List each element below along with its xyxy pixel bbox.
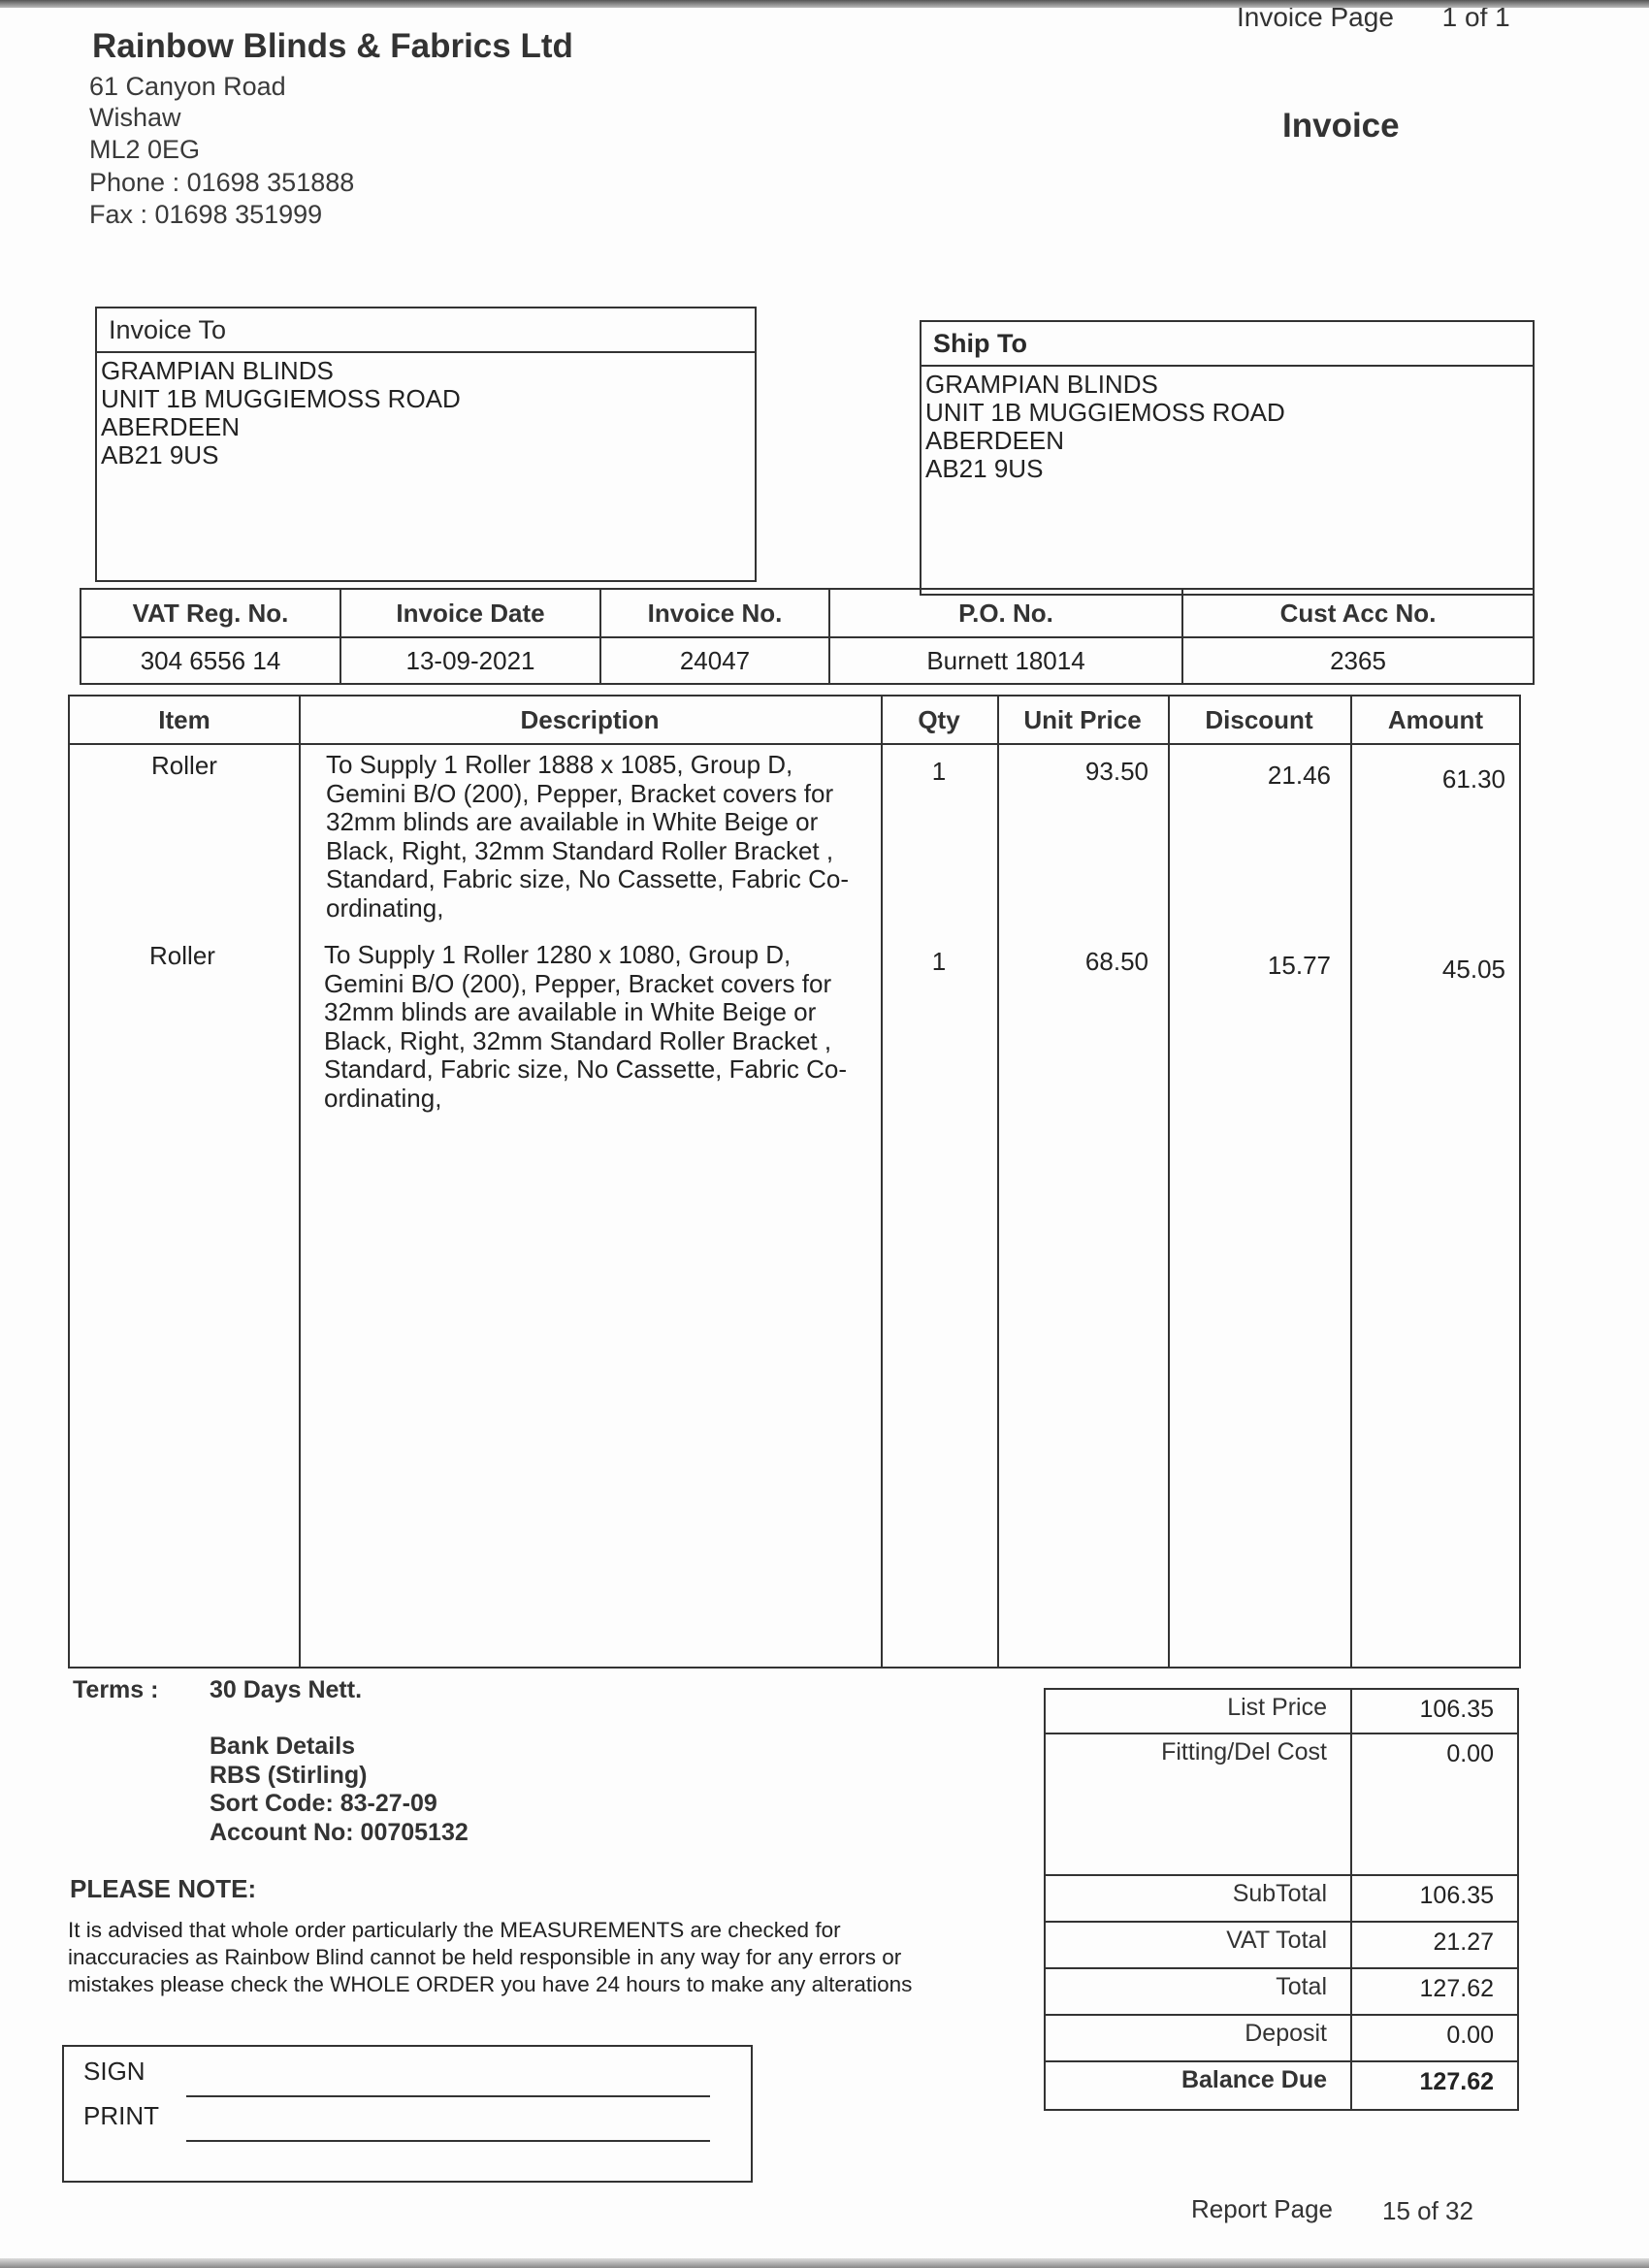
ship-to-line: ABERDEEN [925, 426, 1065, 455]
print-line[interactable] [186, 2140, 710, 2142]
cust-acc-header: Cust Acc No. [1182, 589, 1534, 637]
sort-code: Sort Code: 83-27-09 [210, 1790, 437, 1817]
list-price-value: 106.35 [1419, 1696, 1494, 1723]
totals-row-fitting [1046, 1734, 1517, 1876]
deposit-value: 0.00 [1446, 2022, 1494, 2049]
description-column-header: Description [520, 705, 660, 734]
company-address-line: Wishaw [89, 103, 181, 132]
invoice-number-header: Invoice No. [600, 589, 829, 637]
ship-to-label: Ship To [922, 322, 1533, 367]
company-name: Rainbow Blinds & Fabrics Ltd [92, 27, 573, 65]
company-fax: Fax : 01698 351999 [89, 200, 323, 229]
ship-to-box [920, 320, 1535, 596]
ship-to-line: AB21 9US [925, 454, 1044, 483]
subtotal-label: SubTotal [1232, 1880, 1327, 1907]
scan-edge-bottom [0, 2258, 1649, 2268]
invoice-to-line: UNIT 1B MUGGIEMOSS ROAD [101, 384, 461, 413]
company-phone: Phone : 01698 351888 [89, 168, 355, 197]
column-divider [881, 697, 883, 1667]
line-item-discount: 21.46 [1267, 761, 1331, 790]
description-line: 32mm blinds are available in White Beige or [324, 997, 817, 1026]
line-item-amount: 45.05 [1441, 955, 1505, 984]
ship-to-line: GRAMPIAN BLINDS [925, 370, 1158, 399]
ship-to-line: UNIT 1B MUGGIEMOSS ROAD [925, 398, 1285, 427]
note-line: mistakes please check the WHOLE ORDER you have 24 hours to make any alterations [68, 1972, 913, 1996]
invoice-number-value: 24047 [600, 637, 829, 684]
balance-due-label: Balance Due [1180, 2066, 1327, 2093]
fitting-cost-label: Fitting/Del Cost [1161, 1738, 1327, 1766]
totals-row-deposit [1046, 2016, 1517, 2062]
line-item-type: Roller [151, 751, 217, 780]
column-divider [299, 697, 301, 1667]
amount-column-header: Amount [1387, 705, 1484, 734]
report-page-label: Report Page [1191, 2194, 1333, 2223]
totals-row-list-price [1046, 1690, 1517, 1734]
bank-details-title: Bank Details [210, 1733, 356, 1760]
note-line: It is advised that whole order particularly the MEASUREMENTS are checked for [68, 1918, 841, 1942]
note-line: inaccuracies as Rainbow Blind cannot be held responsible in any way for any errors or [68, 1945, 902, 1969]
invoice-to-line: AB21 9US [101, 440, 219, 470]
unit-price-column-header: Unit Price [1023, 705, 1142, 734]
print-label: PRINT [83, 2101, 159, 2130]
invoice-to-box [95, 307, 757, 582]
invoice-date-header: Invoice Date [340, 589, 600, 637]
description-line: 32mm blinds are available in White Beige or [326, 807, 819, 836]
description-line: To Supply 1 Roller 1888 x 1085, Group D, [326, 750, 793, 779]
invoice-to-line: ABERDEEN [101, 412, 241, 441]
line-item-unit-price: 68.50 [1084, 947, 1148, 976]
totals-row-subtotal [1046, 1876, 1517, 1923]
total-label: Total [1276, 1973, 1327, 2000]
invoice-meta-table [80, 588, 1535, 685]
invoice-to-line: GRAMPIAN BLINDS [101, 356, 334, 385]
balance-due-value: 127.62 [1419, 2068, 1494, 2095]
total-value: 127.62 [1419, 1975, 1494, 2002]
po-number-value: Burnett 18014 [829, 637, 1182, 684]
signature-box [62, 2045, 753, 2183]
totals-row-total [1046, 1969, 1517, 2016]
terms-value: 30 Days Nett. [210, 1676, 363, 1703]
description-line: To Supply 1 Roller 1280 x 1080, Group D, [324, 940, 792, 969]
item-column-header: Item [158, 705, 210, 734]
report-page-value: 15 of 32 [1382, 2196, 1473, 2225]
description-line: Standard, Fabric size, No Cassette, Fabric Co- [324, 1054, 847, 1084]
invoice-date-value: 13-09-2021 [340, 637, 600, 684]
vat-total-label: VAT Total [1226, 1927, 1327, 1954]
description-line: Black, Right, 32mm Standard Roller Bracket , [326, 835, 834, 865]
column-divider [997, 697, 999, 1667]
po-number-header: P.O. No. [829, 589, 1182, 637]
line-items-table [68, 695, 1521, 1669]
invoice-to-label: Invoice To [97, 308, 755, 353]
please-note-text [68, 1917, 999, 1998]
fitting-cost-value: 0.00 [1446, 1740, 1494, 1767]
bank-name: RBS (Stirling) [210, 1761, 368, 1789]
description-line: ordinating, [326, 892, 444, 923]
bank-details [210, 1733, 469, 1847]
description-line: Black, Right, 32mm Standard Roller Bracket , [324, 1025, 832, 1055]
column-divider [1168, 697, 1170, 1667]
cust-acc-value: 2365 [1182, 637, 1534, 684]
document-title: Invoice [1282, 107, 1400, 145]
company-address-line: 61 Canyon Road [89, 72, 286, 101]
totals-table [1044, 1688, 1519, 2111]
totals-row-balance [1046, 2062, 1517, 2109]
description-line: Standard, Fabric size, No Cassette, Fabric Co- [326, 864, 849, 893]
scan-edge-top [0, 0, 1649, 8]
deposit-label: Deposit [1245, 2020, 1327, 2047]
description-line: ordinating, [324, 1083, 442, 1113]
terms-label: Terms : [73, 1676, 159, 1703]
vat-reg-header: VAT Reg. No. [81, 589, 340, 637]
line-item-qty: 1 [931, 757, 947, 786]
description-line: Gemini B/O (200), Pepper, Bracket covers for [324, 968, 832, 998]
vat-reg-value: 304 6556 14 [81, 637, 340, 684]
company-address-line: ML2 0EG [89, 135, 201, 164]
list-price-label: List Price [1227, 1694, 1327, 1721]
please-note-title: PLEASE NOTE: [70, 1874, 257, 1903]
line-item-unit-price: 93.50 [1084, 757, 1148, 786]
discount-column-header: Discount [1205, 705, 1313, 734]
vat-total-value: 21.27 [1433, 1928, 1494, 1956]
line-item-description [324, 941, 847, 1113]
invoice-page-value: 1 of 1 [1441, 8, 1510, 32]
sign-line[interactable] [186, 2095, 710, 2097]
account-number: Account No: 00705132 [210, 1818, 469, 1846]
line-item-discount: 15.77 [1267, 951, 1331, 980]
invoice-page-indicator [1237, 8, 1510, 41]
qty-column-header: Qty [918, 705, 960, 734]
line-item-type: Roller [149, 941, 215, 970]
column-divider [1350, 697, 1352, 1667]
invoice-page-label: Invoice Page [1237, 8, 1394, 32]
line-item-qty: 1 [931, 947, 947, 976]
line-item-description [326, 751, 849, 923]
sign-label: SIGN [83, 2057, 146, 2086]
subtotal-value: 106.35 [1419, 1882, 1494, 1909]
line-item-amount: 61.30 [1441, 764, 1505, 794]
totals-row-vat [1046, 1923, 1517, 1969]
description-line: Gemini B/O (200), Pepper, Bracket covers for [326, 778, 834, 808]
